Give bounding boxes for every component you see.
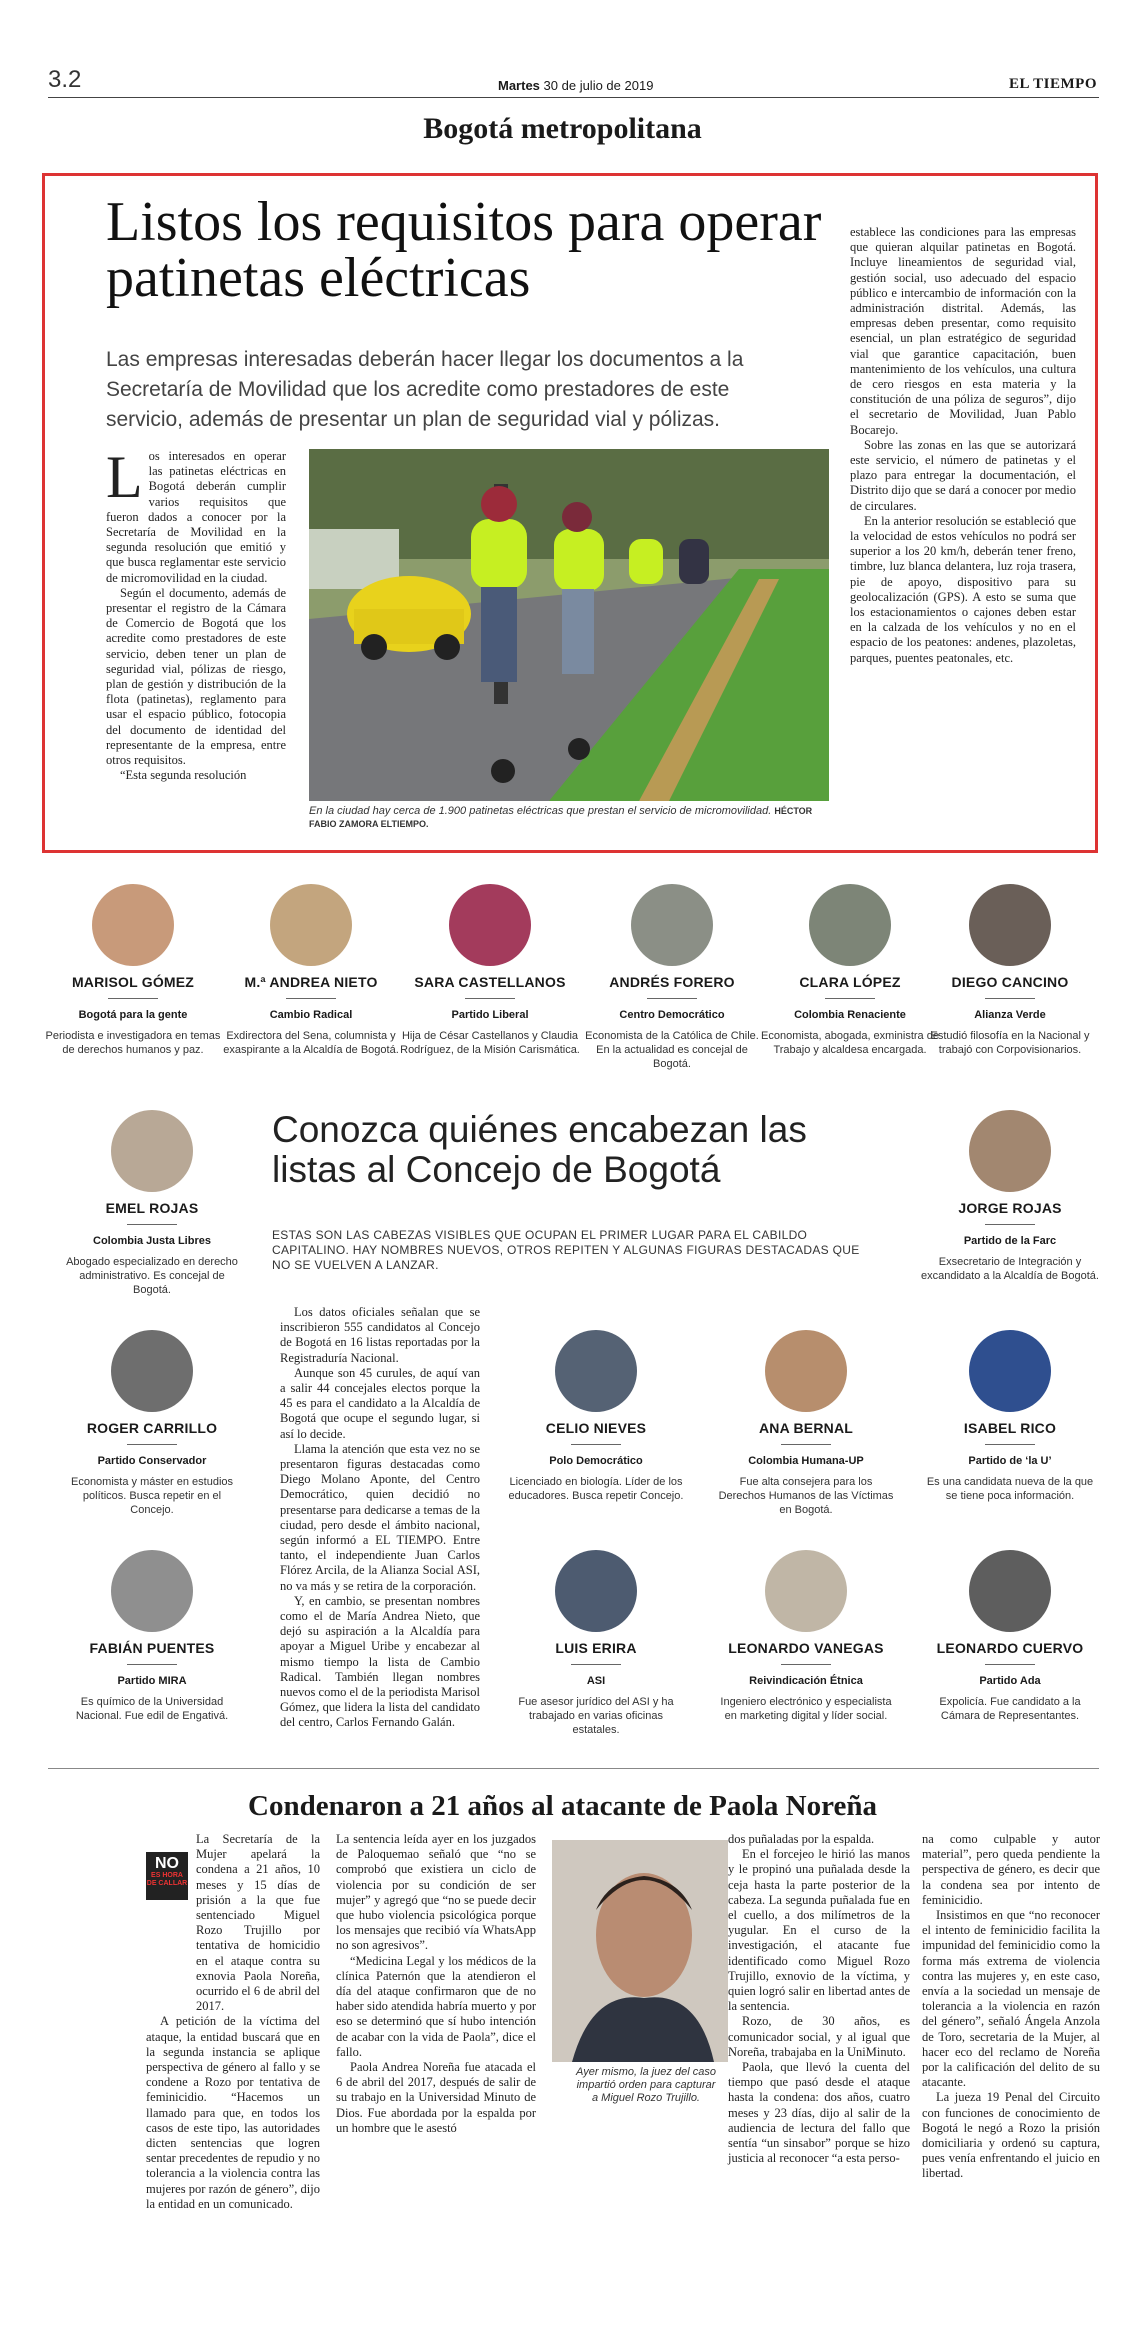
candidate-card: ISABEL RICO Partido de ‘la U’ Es una candidata nueva de la que se tiene poca información. xyxy=(920,1330,1100,1503)
avatar xyxy=(449,884,531,966)
article2-col-3: dos puñaladas por la espalda. En el forcejeo le hirió las manos y le propinó una puñalada desde la ceja hasta la parte posterior de la cabeza. La segunda puñalada fue en el cuello, a dos milímetros de la yugular. En el curso de la investigación, el atacante fue identificado como Miguel Rozo Trujillo, exnovio de la víctima, y quien logró salir en libertad antes de la sentencia. Rozo, de 30 años, es comunicador social, y al igual que Noreña, trabajaba en la UniMinuto. Paola, que llevó la cuenta del tiempo que pasó desde el ataque hasta la condena: dos años, cuatro meses y 23 días, dijo al salir de la audiencia de lectura del fallo que sentía “un sinsabor” porque se hizo justicia al reconocer “a esta perso- xyxy=(728,1832,910,2166)
suspect-portrait xyxy=(552,1840,728,2062)
article-headline: Listos los requisitos para operar patinetas eléctricas xyxy=(106,191,822,309)
avatar xyxy=(765,1330,847,1412)
avatar xyxy=(111,1550,193,1632)
candidate-card: DIEGO CANCINO Alianza Verde Estudió filosofía en la Nacional y trabajó con Corpovisionarios. xyxy=(920,884,1100,1057)
candidate-card: CELIO NIEVES Polo Democrático Licenciado en biología. Líder de los educadores. Busca repetir Concejo. xyxy=(506,1330,686,1503)
portrait-caption: Ayer mismo, la juez del caso impartió orden para capturar a Miguel Rozo Trujillo. xyxy=(576,2066,716,2104)
article-col-3: establece las condiciones para las empresas que quieran alquilar patinetas en Bogotá. Incluye lineamientos de seguridad vial, gestión social, uso adecuado del espacio público e intercambio de información con la administración distrital. Además, las empresas deben presentar, como requisito esencial, un plan estratégico de seguridad vial que garantice capacitación, buen mantenimiento de los vehículos, una cultura de cero riesgos en esta materia y la constitución de una póliza de seguros”, dijo el secretario de Movilidad, Juan Pablo Bocarejo. Sobre las zonas en las que se autorizará este servicio, el número de patinetas y el plazo para entregar la documentación, el Distrito dijo que se dará a conocer por medio de circulares. En la anterior resolución se estableció que la velocidad de estos vehículos no podrá ser superior a los 20 km/h, deberán tener freno, timbre, luz blanca delantera, luz roja trasera, pie de apoyo, dispositivo para su geolocalización (GPS). A esto se suma que los estacionamientos o cajones deben estar en la calzada de los vehículos y no en el espacio de los peatones: andenes, plazoletas, parques, puentes peatonales, etc. xyxy=(850,225,1076,665)
photo-credit: HÉCTOR FABIO ZAMORA ELTIEMPO. xyxy=(309,806,813,829)
article2-headline: Condenaron a 21 años al atacante de Paola Noreña xyxy=(248,1790,877,1822)
avatar xyxy=(969,1550,1051,1632)
campaign-badge: NO ES HORA DE CALLAR xyxy=(146,1852,188,1900)
avatar xyxy=(631,884,713,966)
candidate-card: SARA CASTELLANOS Partido Liberal Hija de César Castellanos y Claudia Rodríguez, de la Misión Carismática. xyxy=(400,884,580,1057)
candidate-card: FABIÁN PUENTES Partido MIRA Es químico de la Universidad Nacional. Fue edil de Engativá. xyxy=(62,1550,242,1723)
candidates-title: Conozca quiénes encabezan las listas al Concejo de Bogotá xyxy=(272,1109,807,1190)
dropcap: L xyxy=(106,444,143,510)
avatar xyxy=(555,1330,637,1412)
candidates-body: Los datos oficiales señalan que se inscribieron 555 candidatos al Concejo de Bogotá en 16 listas reportadas por la Registraduría Nacional. Aunque son 45 curules, de aquí van a salir 44 concejales electos porque la 45 es para el candidato a la Alcaldía de Bogotá que ocupe el segundo lugar, si así lo decide. Llama la atención que esta vez no se presentaron figuras destacadas como Diego Molano Aponte, del Centro Democrático, quien decidió no presentarse para dedicarse a temas de la ciudad, pero desde el ámbito nacional, según informó a EL TIEMPO. Entre tanto, el independiente Juan Carlos Flórez Arcila, de la Alianza Social ASI, no va más y se retira de la corporación. Y, en cambio, se presentan nombres como el de María Andrea Nieto, que dejó su aspiración a la Alcaldía para apoyar a Miguel Uribe y encabezar al mismo tiempo la lista de Cambio Radical. También llegan nombres nuevos como el de la periodista Marisol Gómez, que lidera la lista del candidato del centro, Carlos Fernando Galán. xyxy=(280,1305,480,1730)
avatar xyxy=(969,884,1051,966)
candidate-card: M.ª ANDREA NIETO Cambio Radical Exdirectora del Sena, columnista y exaspirante a la Alcaldía de Bogotá. xyxy=(221,884,401,1057)
avatar xyxy=(969,1330,1051,1412)
candidates-intro: ESTAS SON LAS CABEZAS VISIBLES QUE OCUPAN EL PRIMER LUGAR PARA EL CABILDO CAPITALINO. HAY NOMBRES NUEVOS, OTROS REPITEN Y ALGUNAS FIGURAS DESTACADAS QUE NO SE VUELVEN A LANZAR. xyxy=(272,1228,860,1272)
candidate-card: ROGER CARRILLO Partido Conservador Economista y máster en estudios políticos. Busca repetir en el Concejo. xyxy=(62,1330,242,1517)
avatar xyxy=(809,884,891,966)
photo-caption: En la ciudad hay cerca de 1.900 patinetas eléctricas que prestan el servicio de micromovilidad. HÉCTOR FABIO ZAMORA ELTIEMPO. xyxy=(309,805,813,829)
avatar xyxy=(92,884,174,966)
scooter-photo xyxy=(309,449,829,801)
page-number: 3.2 xyxy=(48,66,82,93)
avatar xyxy=(969,1110,1051,1192)
candidate-card: ANA BERNAL Colombia Humana-UP Fue alta consejera para los Derechos Humanos de las Víctimas en Bogotá. xyxy=(716,1330,896,1517)
section-title: Bogotá metropolitana xyxy=(423,112,702,145)
avatar xyxy=(111,1330,193,1412)
candidate-card: LEONARDO CUERVO Partido Ada Expolicía. Fue candidato a la Cámara de Representantes. xyxy=(920,1550,1100,1723)
candidate-card: CLARA LÓPEZ Colombia Renaciente Economista, abogada, exministra de Trabajo y alcaldesa encargada. xyxy=(760,884,940,1057)
candidate-card: EMEL ROJAS Colombia Justa Libres Abogado especializado en derecho administrativo. Es concejal de Bogotá. xyxy=(62,1110,242,1297)
article2-col-1: La Secretaría de la Mujer apelará la condena a 21 años, 10 meses y 15 días de prisión a la que fue sentenciado Miguel Rozo Trujillo por tentativa de homicidio en el ataque contra su exnovia Paola Noreña, ocurrido el 6 de abril del 2017. A petición de la víctima del ataque, la entidad buscará que en la segunda instancia se aplique perspectiva de género al fallo y se condene a Rozo por tentativa de feminicidio. “Hacemos un llamado para que, en todos los casos de este tipo, las autoridades dicten sentencias que logren sentar precedentes de repudio y no tolerancia a la violencia contra las mujeres por razón de género”, dijo la entidad en un comunicado. xyxy=(146,1832,320,2211)
header-rule xyxy=(48,97,1099,98)
article-col-1: Los interesados en operar las patinetas eléctricas en Bogotá deberán cumplir varios requisitos que fueron dados a conocer por la Secretaría de Movilidad en la segunda resolución que emitió y que busca reglamentar este servicio de micromovilidad en la ciudad. Según el documento, además de presentar el registro de la Cámara de Comercio de Bogotá que los acredite como prestadores de este servicio, deben tener un plan de seguridad vial, pólizas de riesgo, plan de gestión y distribución de la flota (patinetas), reglamento para usar el espacio público, fotocopia del documento de identidad del representante de la empresa, entre otros requisitos. “Esta segunda resolución xyxy=(106,444,286,783)
avatar xyxy=(765,1550,847,1632)
article2-col-2: La sentencia leída ayer en los juzgados de Paloquemao señaló que “no se comprobó que existiera un ciclo de violencia por su condición de ser mujer” y agregó que “no se puede decir que hubo violencia psicológica porque los mensajes que recibió vía WhatsApp no son agresivos”. “Medicina Legal y los médicos de la clínica Paternón que la atendieron el día del ataque confirmaron que de no haber sido atendida habría muerto y por eso se determinó que sí hubo intención de acabar con la vida de Paola”, dice el fallo. Paola Andrea Noreña fue atacada el 6 de abril del 2017, después de salir de su trabajo en la Universidad Minuto de Dios. Fue abordada por la espalda por un hombre que le asestó xyxy=(336,1832,536,2135)
avatar xyxy=(270,884,352,966)
candidate-card: LUIS ERIRA ASI Fue asesor jurídico del ASI y ha trabajado en varias oficinas estatales. xyxy=(506,1550,686,1737)
avatar xyxy=(111,1110,193,1192)
candidate-card: LEONARDO VANEGAS Reivindicación Étnica Ingeniero electrónico y especialista en marketing digital y líder social. xyxy=(716,1550,896,1723)
article2-col-4: na como culpable y autor material”, pero queda pendiente la perspectiva de género, es decir que la condena sea por intento de feminicidio. Insistimos en que “no reconocer el intento de feminicidio facilita la impunidad del feminicidio como la forma más extrema de violencia contra las mujeres y, en este caso, envía a la sociedad un mensaje de tolerancia a la violencia en razón del género”, señaló Ángela Anzola de Toro, secretaria de la Mujer, al hacer eco del reclamo de Noreña por la calificación del delito de su atacante. La jueza 19 Penal del Circuito con funciones de conocimiento de Bogotá le negó a Rozo la prisión domiciliaria y ordenó su captura, pues venía enfrentando el juicio en libertad. xyxy=(922,1832,1100,2181)
candidate-card: MARISOL GÓMEZ Bogotá para la gente Periodista e investigadora en temas de derechos humanos y paz. xyxy=(43,884,223,1057)
candidate-card: JORGE ROJAS Partido de la Farc Exsecretario de Integración y excandidato a la Alcaldía de Bogotá. xyxy=(920,1110,1100,1283)
section-rule xyxy=(48,1768,1099,1769)
avatar xyxy=(555,1550,637,1632)
issue-date: Martes 30 de julio de 2019 xyxy=(498,78,654,93)
candidate-card: ANDRÉS FORERO Centro Democrático Economista de la Católica de Chile. En la actualidad es concejal de Bogotá. xyxy=(582,884,762,1071)
article-deck: Las empresas interesadas deberán hacer llegar los documentos a la Secretaría de Movilidad que los acredite como prestadores de este servicio, además de presentar un plan de seguridad vial y pólizas. xyxy=(106,348,744,431)
newspaper-brand: EL TIEMPO xyxy=(1009,76,1097,92)
